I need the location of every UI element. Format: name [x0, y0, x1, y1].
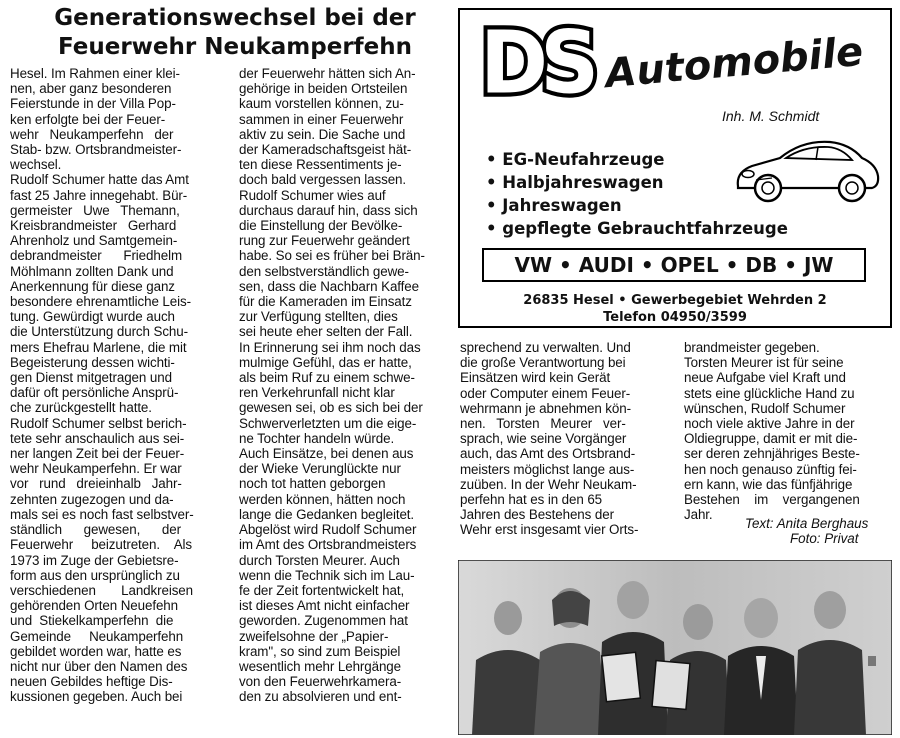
ad-brands-banner: VW • AUDI • OPEL • DB • JW	[482, 248, 866, 282]
ad-offer-item: • gepflegte Gebrauchtfahrzeuge	[486, 217, 788, 240]
ad-offer-list	[486, 148, 788, 240]
ad-offer-item: • EG-Neufahrzeuge	[486, 148, 788, 171]
ad-phone: Telefon 04950/3599	[603, 310, 747, 325]
headline-line-1: Generationswechsel bei der	[54, 5, 416, 31]
ad-owner: Inh. M. Schmidt	[722, 108, 820, 124]
ad-offer-item: • Halbjahreswagen	[486, 171, 788, 194]
ad-address: 26835 Hesel • Gewerbegebiet Wehrden 2	[523, 293, 827, 308]
ad-logo: DS	[480, 13, 592, 114]
article-column-2: der Feuerwehr hätten sich An- gehörige in beiden Ortsteilen kaum vorstellen können, zu- sammen in einer Feuerwehr aktiv zu sein. Die Sache und der Kameradschaftsgeist hät- ten diese Ressentiments je- doch bald vergessen lassen. Rudolf Schumer wies auf durchaus darauf hin, dass sich die Einstellung der Bevölke- rung zur Feuerwehr geändert habe. So sei es früher bei Brän- den selbstverständlich gewe- sen, dass die Nachbarn Kaffee für die Kameraden im Einsatz zur Verfügung stellten, dies sei heute eher selten der Fall. In Erinnerung sei ihm noch das mulmige Gefühl, das er hatte, als beim Ruf zu einem schwe- ren Verkehrunfall nicht klar gewesen sei, ob es sich bei der Schwerverletzten um die eige- ne Tochter handeln würde. Auch Einsätze, bei denen aus der Wieke Verunglückte nur noch tot hatten geborgen werden können, hätten noch lange die Gedanken begleitet. Abgelöst wird Rudolf Schumer im Amt des Ortsbrandmeisters durch Torsten Meurer. Auch wenn die Technik sich im Lau- fe der Zeit fortentwickelt hat, ist dieses Amt nicht einfacher geworden. Zugenommen hat zweifelsohne der „Papier- kram", so sind zum Beispiel wesentlich mehr Lehrgänge von den Feuerwehrkamera- den zu absolvieren und ent-	[239, 66, 425, 705]
author-credit: Text: Anita Berghaus	[745, 516, 869, 531]
advertisement-box	[458, 8, 892, 328]
ad-offer-item: • Jahreswagen	[486, 194, 788, 217]
article-column-1: Hesel. Im Rahmen einer klei- nen, aber ganz besonderen Feierstunde in der Villa Pop- ken erfolgte bei der Feuer- wehr Neukamperfehn der Stab- bzw. Ortsbrandmeister- wechsel. Rudolf Schumer hatte das Amt fast 25 Jahre innegehabt. Bür- germeister Uwe Themann, Kreisbrandmeister Gerhard Ahrenholz und Samtgemein- debrandmeister Friedhelm Möhlmann zollten Dank und Anerkennung für diese ganz besondere ehrenamtliche Leis- tung. Gewürdigt wurde auch die Unterstützung durch Schu- mers Ehefrau Marlene, die mit Begeisterung dessen wichti- gen Dienst mitgetragen und dafür oft persönliche Ansprü- che zurückgestellt hatte. Rudolf Schumer selbst berich- tete sehr anschaulich aus sei- ner langen Zeit bei der Feuer- wehr Neukamperfehn. Er war vor rund dreieinhalb Jahr- zehnten zugezogen und da- mals sei es noch fast selbstver- ständlich gewesen, der Feuerwehr beizutreten. Als 1973 im Zuge der Gebietsre- form aus den ursprünglich zu verschiedenen Landkreisen gehörenden Orten Neuefehn und Stiekelkamperfehn die Gemeinde Neukamperfehn gebildet worden war, hatte es nicht nur über den Namen des neuen Gebildes heftige Dis- kussionen gegeben. Auch bei	[10, 66, 194, 705]
ad-logo-script: Automobile	[603, 28, 865, 98]
headline-line-2: Feuerwehr Neukamperfehn	[57, 34, 413, 60]
article-column-3: sprechend zu verwalten. Und die große Verantwortung bei Einsätzen wird kein Gerät oder Computer einem Feuer- wehrmann je abnehmen kön- nen. Torsten Meurer ver- sprach, wie seine Vorgänger auch, das Amt des Ortsbrand- meisters möglichst lange aus- zuüben. In der Wehr Neukam- perfehn hat es in den 65 Jahren des Bestehens der Wehr erst insgesamt vier Orts-	[460, 340, 639, 538]
article-column-4: brandmeister gegeben. Torsten Meurer ist für seine neue Aufgabe viel Kraft und stets eine glückliche Hand zu wünschen, Rudolf Schumer noch viele aktive Jahre in der Oldiegruppe, damit er mit die- ser deren zehnjähriges Beste- hen noch genauso zünftig fei- ern kann, wie das fünfjährige Bestehen im vergangenen Jahr.	[684, 340, 860, 523]
group-photo	[458, 560, 892, 735]
photo-credit: Foto: Privat	[790, 531, 859, 546]
article-headline	[20, 4, 450, 62]
